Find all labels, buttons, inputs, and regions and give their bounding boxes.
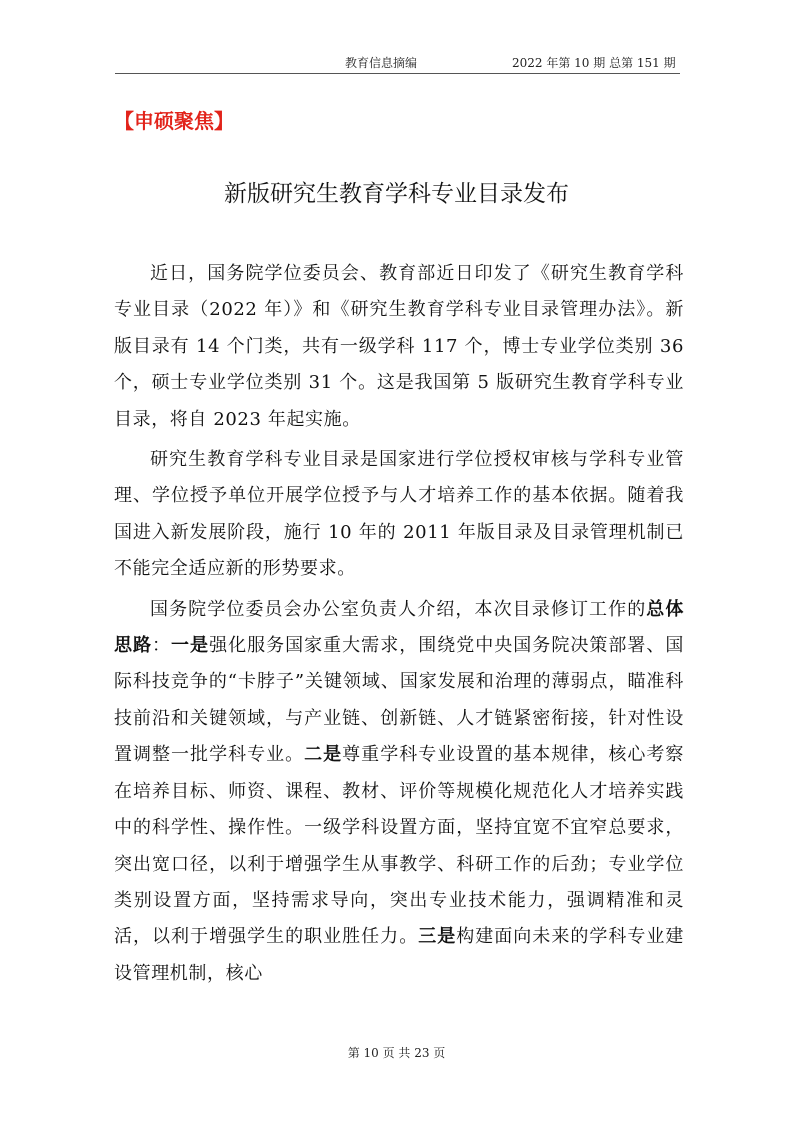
article-body — [114, 256, 684, 996]
paragraph-1: 近日，国务院学位委员会、教育部近日印发了《研究生教育学科专业目录（2022 年）》和《研究生教育学科专业目录管理办法》。新版目录有 14 个门类，共有一级学科 117 个，博士专业学位类别 36 个，硕士专业学位类别 31 个。这是我国第 5 版研究生教育学科专业目录，将自 2023 年起实施。 — [114, 263, 684, 430]
paragraph-3 — [114, 592, 684, 992]
point-one-text: 强化服务国家重大需求，围绕党中央国务院决策部署、国际科技竞争的“卡脖子”关键领域、国家发展和治理的薄弱点，瞄准科技前沿和关键领域，与产业链、创新链、人才链紧密衔接，针对性设置调整一批学科专业。 — [114, 635, 684, 766]
point-three-label: 三是 — [418, 926, 457, 948]
point-three-text: 构建面向未来的学科专业建设管理机制，核心 — [114, 926, 684, 984]
article-title: 新版研究生教育学科专业目录发布 — [224, 181, 569, 207]
page-header — [0, 48, 793, 74]
page-footer: 第 10 页 共 23 页 — [347, 1046, 446, 1060]
paragraph-2: 研究生教育学科专业目录是国家进行学位授权审核与学科专业管理、学位授予单位开展学位授予与人才培养工作的基本依据。随着我国进入新发展阶段，施行 10 年的 2011 年版目录及目录管理机制已不能完全适应新的形势要求。 — [114, 449, 684, 580]
overall-thinking-label: 总体思路 — [114, 598, 684, 657]
point-two-text: 尊重学科专业设置的基本规律，核心考察在培养目标、师资、课程、教材、评价等规模化规范化人才培养实践中的科学性、操作性。一级学科设置方面，坚持宜宽不宜窄总要求，突出宽口径，以利于增强学生从事教学、科研工作的后劲；专业学位类别设置方面，坚持需求导向，突出专业技术能力，强调精准和灵活，以利于增强学生的职业胜任力。 — [114, 744, 684, 948]
colon: ： — [152, 635, 172, 657]
issue-number: 2022 年第 10 期 总第 151 期 — [512, 56, 676, 70]
point-two-label: 二是 — [304, 744, 343, 766]
header-divider — [115, 73, 680, 74]
paragraph-3-intro: 国务院学位委员会办公室负责人介绍，本次目录修订工作的 — [150, 598, 647, 620]
section-tag: 【申硕聚焦】 — [114, 109, 234, 133]
journal-name: 教育信息摘编 — [345, 56, 418, 70]
point-one-label: 一是 — [171, 635, 210, 657]
